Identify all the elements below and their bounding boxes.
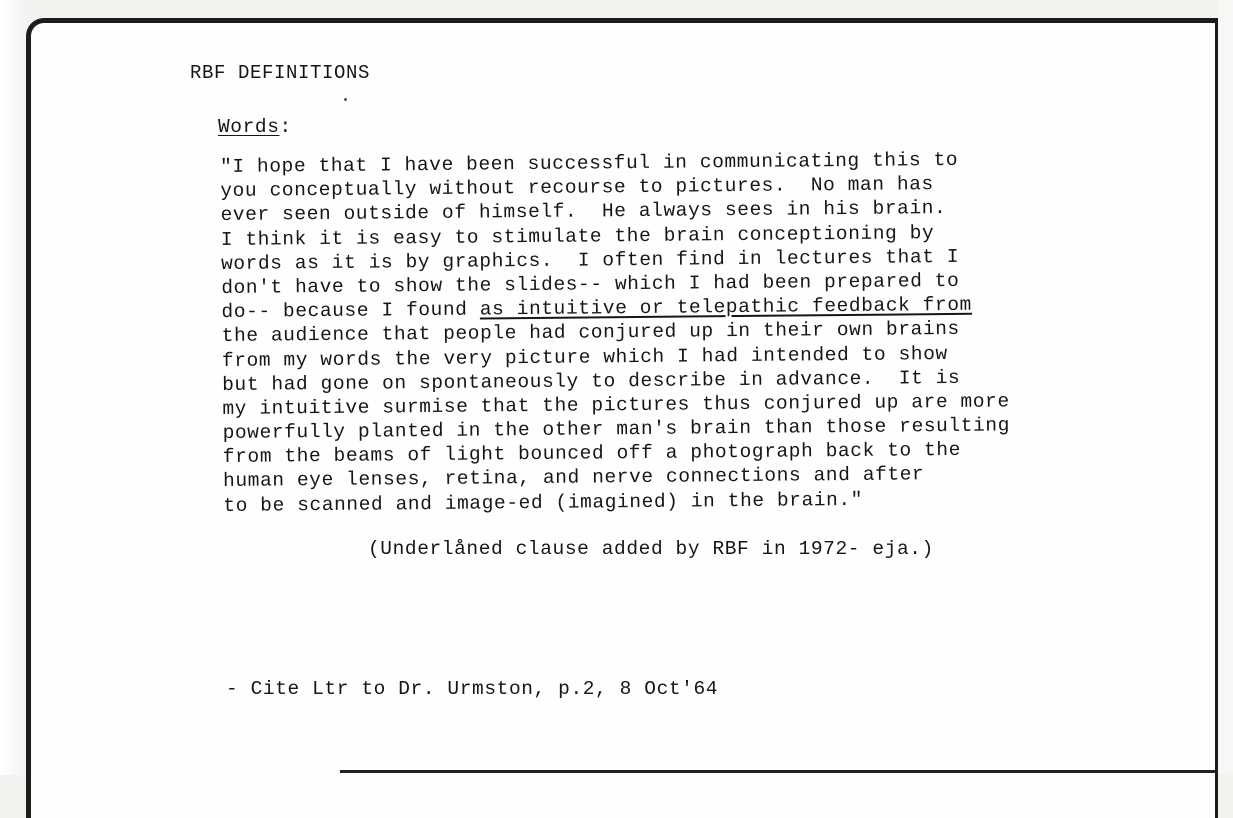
quote-line-text: from my words the very picture which I had intended to show [221, 342, 948, 372]
quote-line-text: from the beams of light bounced off a photograph back to the [222, 439, 962, 469]
quote-line-text: human eye lenses, retina, and nerve connections and after [223, 463, 925, 493]
scan-margin [0, 0, 28, 775]
scan-right-margin [1218, 0, 1233, 775]
underlined-clause: as intuitive or telepathic feedback from [479, 293, 972, 321]
citation: - Cite Ltr to Dr. Urmston, p.2, 8 Oct'64 [226, 678, 719, 700]
quote-line-text: "I hope that I have been successful in communicating this to [220, 148, 959, 178]
quote-line-text: but had gone on spontaneously to describe in advance. It is [222, 366, 961, 396]
quote-line-text: I think it is easy to stimulate the brain conceptioning by [220, 221, 935, 251]
editor-note: (Underlåned clause added by RBF in 1972- eja.) [368, 538, 934, 560]
quote-line-text: do-- because I found [221, 298, 480, 324]
quote-line-text: don't have to show the slides-- which I had been prepared to [221, 269, 960, 299]
quote-line-text: you conceptually without recourse to pictures. No man has [220, 173, 934, 203]
quote-line-text: powerfully planted in the other man's brain than those resulting [222, 414, 1011, 445]
subheading-label: Words [218, 116, 280, 138]
quote-line-text: my intuitive surmise that the pictures thus conjured up are more [222, 390, 1010, 420]
quote-line-text: the audience that people had conjured up in their own brains [221, 318, 960, 348]
ink-speck [344, 98, 347, 101]
subheading-colon: : [279, 116, 292, 138]
quote-line-text: to be scanned and image-ed (imagined) in the brain." [223, 488, 864, 517]
card-bottom-edge [340, 770, 1220, 773]
card-heading: RBF DEFINITIONS [190, 62, 371, 84]
quotation-block [220, 148, 1011, 518]
card-subheading [218, 116, 292, 140]
quote-line-text: ever seen outside of himself. He always sees in his brain. [220, 197, 947, 227]
quote-line-text: words as it is by graphics. I often find in lectures that I [220, 245, 960, 275]
